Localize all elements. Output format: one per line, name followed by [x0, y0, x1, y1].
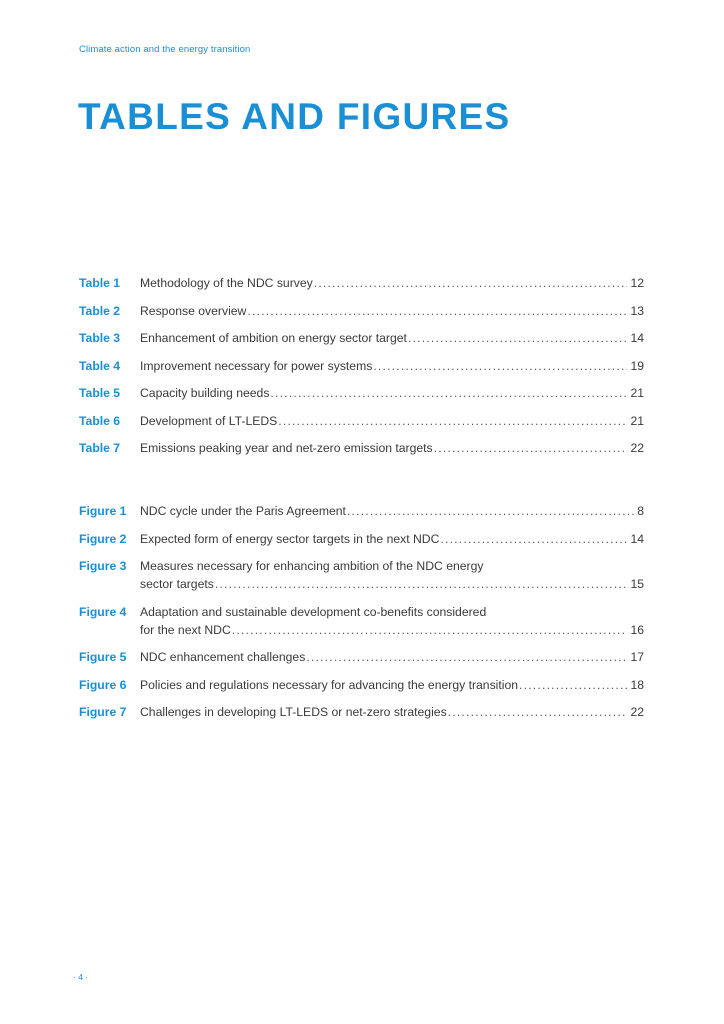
- toc-entry-figure-1[interactable]: [79, 502, 644, 520]
- entry-page: 13: [630, 303, 644, 318]
- entry-page: 17: [630, 650, 644, 664]
- toc-entry-figure-7[interactable]: [79, 703, 644, 721]
- entry-title: Enhancement of ambition on energy sector target: [140, 331, 407, 345]
- entry-page: 21: [630, 386, 644, 400]
- entry-page: 8: [637, 504, 644, 518]
- entry-title: Challenges in developing LT-LEDS or net-zero strategies: [140, 705, 447, 719]
- entry-title: NDC cycle under the Paris Agreement: [140, 504, 346, 518]
- running-header: Climate action and the energy transition: [79, 44, 251, 55]
- entry-title: Development of LT-LEDS: [140, 413, 278, 428]
- dot-leader: [347, 502, 634, 520]
- toc-entry-figure-5[interactable]: [79, 648, 644, 666]
- dot-leader: [215, 575, 628, 593]
- entry-title-line-2: for the next NDC: [140, 622, 231, 637]
- entry-page: 15: [630, 577, 644, 591]
- entry-title: Expected form of energy sector targets in the next NDC: [140, 531, 440, 546]
- entry-title: Methodology of the NDC survey: [140, 276, 313, 290]
- toc-entry-table-4[interactable]: [79, 357, 644, 375]
- entry-label: Figure 6: [79, 677, 127, 692]
- toc-entry-figure-2[interactable]: [79, 530, 644, 548]
- toc-entry-table-5[interactable]: [79, 384, 644, 402]
- toc-entry-figure-4[interactable]: [79, 603, 644, 639]
- entry-title-line-2: sector targets: [140, 577, 214, 591]
- entry-page: 22: [630, 441, 644, 455]
- entry-page: 21: [630, 413, 644, 428]
- toc-entry-table-3[interactable]: [79, 329, 644, 347]
- entry-title: Response overview: [140, 303, 247, 318]
- entry-page: 18: [630, 677, 644, 692]
- dot-leader: [373, 357, 627, 375]
- toc-entry-table-1[interactable]: [79, 274, 644, 292]
- entry-label: Figure 4: [79, 604, 127, 619]
- entry-page: 16: [630, 622, 644, 637]
- dot-leader: [278, 412, 627, 430]
- toc-entry-table-7[interactable]: [79, 439, 644, 457]
- entry-title: Emissions peaking year and net-zero emission targets: [140, 441, 433, 455]
- entry-label: Table 1: [79, 276, 121, 290]
- entry-label: Table 7: [79, 441, 121, 455]
- entry-label: Table 3: [79, 331, 121, 345]
- dot-leader: [519, 676, 627, 694]
- entry-page: 22: [630, 705, 644, 719]
- dot-leader: [270, 384, 627, 402]
- entry-label: Figure 7: [79, 705, 127, 719]
- dot-leader: [306, 648, 627, 666]
- entry-page: 12: [630, 276, 644, 290]
- entry-title: Policies and regulations necessary for advancing the energy transition: [140, 677, 519, 692]
- entry-title: NDC enhancement challenges: [140, 650, 306, 664]
- entry-label: Table 4: [79, 358, 121, 373]
- entry-title-line-1: Adaptation and sustainable development co-benefits considered: [140, 604, 487, 619]
- dot-leader: [314, 274, 628, 292]
- toc-entry-figure-6[interactable]: [79, 676, 644, 694]
- toc-entry-table-2[interactable]: [79, 302, 644, 320]
- toc-entry-figure-3[interactable]: [79, 557, 644, 593]
- tables-list: [79, 274, 644, 457]
- entry-label: Table 5: [79, 386, 121, 400]
- entry-label: Figure 3: [79, 559, 127, 573]
- entry-label: Figure 1: [79, 504, 127, 518]
- dot-leader: [448, 703, 628, 721]
- entry-title: Capacity building needs: [140, 386, 270, 400]
- entry-page: 14: [630, 331, 644, 345]
- entry-title: Improvement necessary for power systems: [140, 358, 373, 373]
- entry-title-line-1: Measures necessary for enhancing ambition of the NDC energy: [140, 559, 484, 573]
- dot-leader: [434, 439, 628, 457]
- entry-label: Figure 2: [79, 531, 127, 546]
- entry-page: 14: [630, 531, 644, 546]
- entry-page: 19: [630, 358, 644, 373]
- dot-leader: [232, 621, 628, 639]
- page-number: · 4 ·: [73, 972, 89, 982]
- entry-label: Figure 5: [79, 650, 127, 664]
- figures-list: [79, 502, 644, 721]
- dot-leader: [247, 302, 627, 320]
- page-title: TABLES AND FIGURES: [78, 96, 511, 137]
- entry-label: Table 2: [79, 303, 121, 318]
- dot-leader: [440, 530, 627, 548]
- entry-label: Table 6: [79, 413, 121, 428]
- toc-entry-table-6[interactable]: [79, 412, 644, 430]
- dot-leader: [408, 329, 628, 347]
